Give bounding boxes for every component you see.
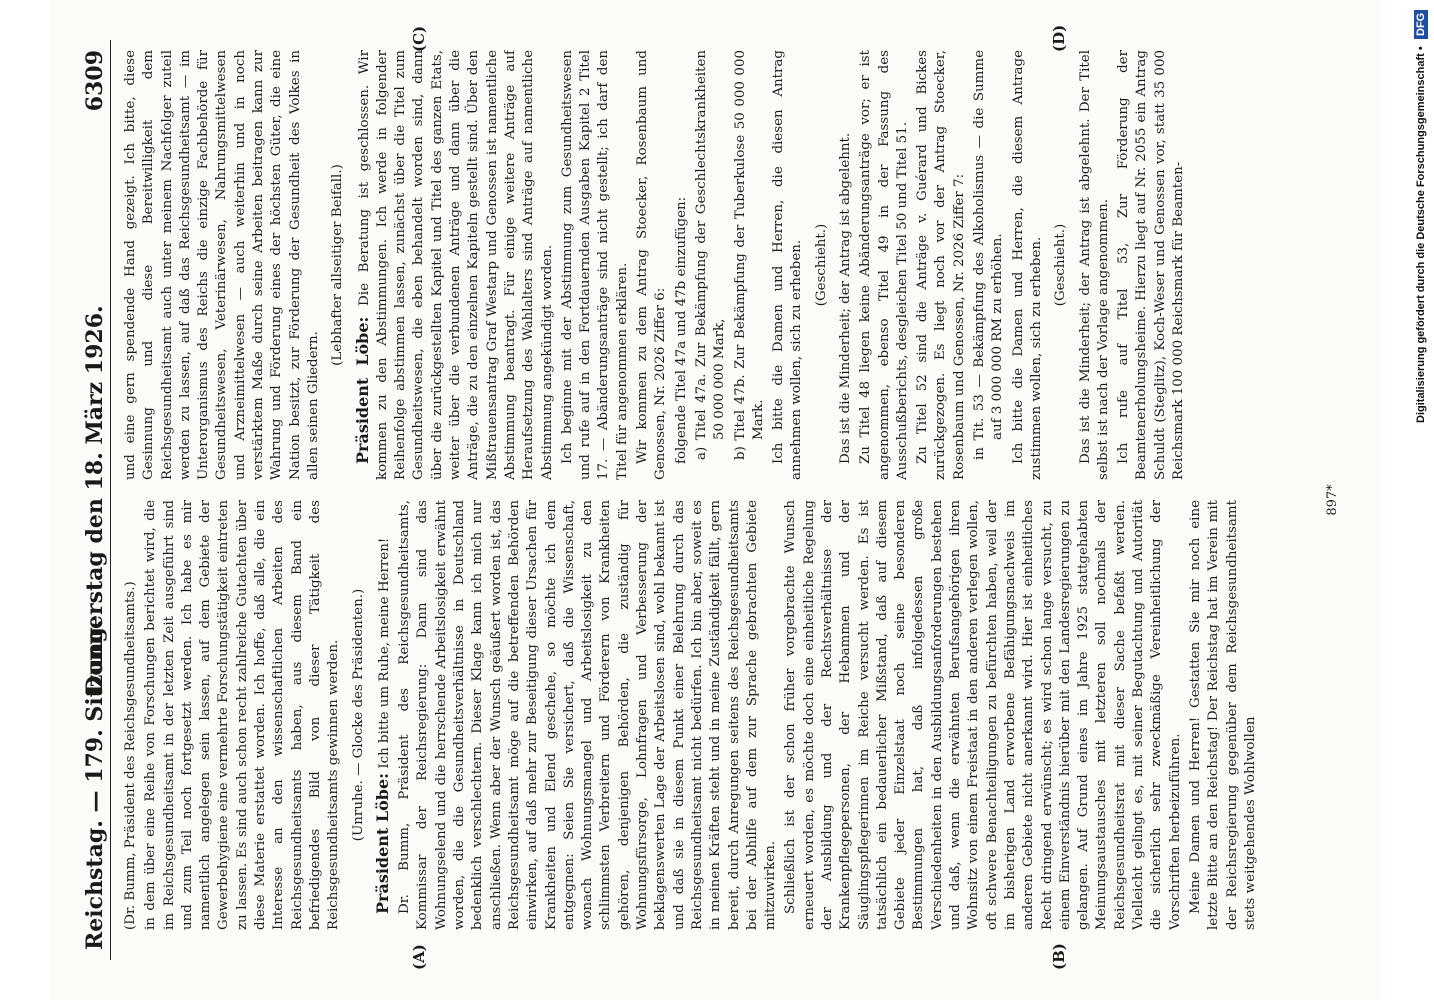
margin-marker-d: (D) xyxy=(1050,24,1068,52)
signature-mark: 897* xyxy=(1325,484,1340,516)
margin-marker-b: (B) xyxy=(1050,943,1068,970)
paragraph: folgende Titel 47a und 47b einzufügen: xyxy=(673,196,689,464)
page-header xyxy=(80,40,111,960)
page-number: 6309 xyxy=(82,50,108,112)
list-item: in Tit. 53 — Bekämpfung des Alkoholismus — die Summe auf 3 000 000 RM zu erhöhen. xyxy=(972,50,1006,460)
paragraph: Ich bitte die Damen und Herren, die diesen Antrag annehmen wollen, sich zu erheben. xyxy=(771,50,805,480)
speaker-name: Präsident Löbe: xyxy=(372,772,392,914)
paragraph xyxy=(354,50,557,480)
paragraph: Zu Titel 52 sind die Anträge v. Guérard und Bickes zurückgezogen. Es liegt noch vor der Antrag Stoecker, Rosenbaum und Genossen, Nr. 2026 Ziffer 7: xyxy=(915,50,967,480)
margin-marker-c: (C) xyxy=(410,25,428,52)
list-item: a) Titel 47a. Zur Bekämpfung der Geschlechtskrankheiten 50 000 000 Mark, xyxy=(693,50,728,460)
paragraph: in dem über eine Reihe von Forschungen berichtet wird, die im Reichsgesundheitsamt in der letzten Zeit ausgeführt sind und zum Teil noch fortgesetzt werden. Ich habe es mir namentlich angelegen sein lassen, auf dem Gebiete der Gewerbehygiene eine vermehrte Forschungstätigkeit eintreten zu lassen. Es sind auch schon recht zahlreiche Gutachten über diese Materie erstattet worden. Ich hoffe, daß alle, die ein Interesse an den wissenschaftlichen Arbeiten des Reichsgesundheitsamts haben, aus diesem Band ein befriedigendes Bild von dieser Tätigkeit des Reichsgesundheitsamts gewinnen werden. xyxy=(143,500,342,930)
stage-direction: (Geschieht.) xyxy=(813,223,829,307)
paragraph: Dr. Bumm, Präsident des Reichsgesundheitsamts, Kommissar der Reichsregierung: Dann sind das Wohnungselend und die herrschende Arbeitslosigkeit erwähnt worden, die die Gesundheitsverhältnisse in Deutschland bedenklich verschlechtern. Dieser Klage kann ich mich nur anschließen. Wenn aber der Wunsch geäußert worden ist, das Reichsgesundheitsamt möge auf die betreffenden Behörden einwirken, auf daß mehr zur Beseitigung dieser Ursachen für Krankheiten und Elend geschehe, so möchte ich dem entgegnen: Seien Sie versichert, daß die Wissenschaft, wonach Wohnungsmangel und Arbeitslosigkeit zu den schlimmsten Verbreitern und Förderern von Krankheiten gehören, denjenigen Behörden, die zuständig für Wohnungsfürsorge, Lohnfragen und Verbesserung der beklagenswerten Lage der Arbeitslosen sind, wohl bekannt ist und daß sie in diesem Punkt einer Belehrung durch das Reichsgesundheitsamt nicht bedürfen. Ich bin aber, soweit es in meinen Kräften steht und in meine Zuständigkeit fällt, gern bereit, durch Anregungen seitens des Reichsgesundheitsamts bei der Abhilfe auf dem zur Sprache gebrachten Gebiete mitzuwirken. xyxy=(397,500,779,930)
paragraph: Meine Damen und Herren! Gestatten Sie mir noch eine letzte Bitte an den Reichstag! Der Reichstag hat im Verein mit der Reichsregierung gegenüber dem Reichsgesundheitsamt stets weitgehendes Wohlwollen xyxy=(1187,500,1258,930)
paragraph: Zu Titel 48 liegen keine Abänderungsanträge vor; er ist angenommen, ebenso Titel 49 in der Fassung des Ausschußberichts, desgleichen Titel 50 und Titel 51. xyxy=(858,50,910,480)
stage-direction: (Unruhe. — Glocke des Präsidenten.) xyxy=(350,588,366,842)
paragraph: Ich rufe auf Titel 53, Zur Förderung der Beamtenerholungsheime. Hierzu liegt auf Nr. 2055 ein Antrag Schuldt (Steglitz), Koch-Weser und Genossen vor, statt 35 000 Reichsmark 100 000 Reichsmark für Beamten- xyxy=(1116,50,1187,480)
document-page xyxy=(50,0,1380,1000)
stage-direction: (Geschieht.) xyxy=(1053,223,1069,307)
paragraph: Wir kommen zu dem Antrag Stoecker, Rosenbaum und Genossen, Nr. 2026 Ziffer 6: xyxy=(635,50,669,480)
digitization-credit xyxy=(1414,10,1428,423)
paragraph: Das ist die Minderheit; der Antrag ist abgelehnt. Der Titel selbst ist nach der Vorlage angenommen. xyxy=(1077,50,1111,480)
paragraph: Das ist die Minderheit; der Antrag ist abgelehnt. xyxy=(837,132,853,464)
left-column xyxy=(122,500,1317,930)
paragraph: Schließlich ist der schon früher vorgebrachte Wunsch erneuert worden, es möchte doch eine einheitliche Regelung der Ausbildung und der Rechtsverhältnisse der Krankenpflegepersonen, der Hebammen und der Säuglingspflegerinnen im Reiche versucht werden. Es ist tatsächlich ein bedauerlicher Mißstand, daß auf diesem Gebiete jeder Einzelstaat noch seine besonderen Bestimmungen hat, daß infolgedessen große Verschiedenheiten in den Ausbildungsanforderungen bestehen und daß, wenn die erwähnten Berufsangehörigen ihren Wohnsitz von einem Freistaat in den anderen verlegen wollen, oft schwere Benachteiligungen zu befürchten haben, weil der im bisherigen Land erworbene Befähigungsnachweis im anderen Gebiete nicht anerkannt wird. Hier ist einheitliches Recht dringend erwünscht; es wird schon lange versucht, zu einem Einverständnis hierüber mit den Landesregierungen zu gelangen. Auf Grund eines im Jahre 1925 stattgehabten Meinungsaustausches mit letzteren soll nochmals der Reichsgesundheitsrat mit dieser Sache befaßt werden. Vielleicht gelingt es, mit seiner Begutachtung und Autorität die sicherlich sehr zweckmäßige Vereinheitlichung der Vorschriften herbeizuführen. xyxy=(783,500,1183,930)
speech-text: Die Beratung ist geschlossen. Wir kommen zu den Abstimmungen. Ich werde in folgender Reihenfolge abstimmen lassen, zunächst über die Titel zum Gesundheitswesen, die eben behandelt worden sind, dann über die zurückgestellten Kapitel und Titel des ganzen Etats, weiter über die verbundenen Anträge und dann über die Anträge, die zu den einzelnen Kapiteln gestellt sind. Über den Mißtrauensantrag Graf Westarp und Genossen ist namentliche Abstimmung beantragt. Für einige weitere Anträge auf Heraufsetzung des Wahlalters sind Anträge auf namentliche Abstimmung angekündigt worden. xyxy=(356,50,555,480)
header-date: Donnerstag den 18. März 1926. xyxy=(82,305,108,695)
paragraph: und eine gern spendende Hand gezeigt. Ich bitte, diese Gesinnung und diese Bereitwilligkeit dem Reichsgesundheitsamt auch unter meinem Nachfolger zuteil werden zu lassen, auf daß das Reichsgesundheitsamt — im Unterorganismus des Reichs die einzige Fachbehörde für Gesundheitswesen, Veterinärwesen, Nahrungsmittelwesen und Arzneimittelwesen — auch weiterhin und in noch verstärktem Maße durch seine Arbeiten beitragen kann zur Wahrung und Förderung eines der höchsten Güter, die eine Nation besitzt, zur Förderung der Gesundheit des Volkes in allen seinen Gliedern. xyxy=(123,50,321,480)
right-column xyxy=(122,50,1317,480)
speech-text: Ich bitte um Ruhe, meine Herren! xyxy=(376,537,392,769)
paragraph: Ich beginne mit der Abstimmung zum Gesundheitswesen und rufe auf in den Fortdauernden Ausgaben Kapitel 2 Titel 17. — Abänderungsanträge sind nicht gestellt; ich darf den Titel für angenommen erklären. xyxy=(559,50,630,480)
credit-text: Digitalisierung gefördert durch die Deutsche Forschungsgemeinschaft • xyxy=(1415,46,1427,423)
dfg-logo: DFG xyxy=(1414,10,1428,39)
margin-marker-a: (A) xyxy=(410,944,428,970)
list-item: b) Titel 47b. Zur Bekämpfung der Tuberkulose 50 000 000 Mark. xyxy=(732,50,766,460)
stage-direction: (Lebhafter allseitiger Beifall.) xyxy=(330,164,346,366)
speaker-name: Präsident Löbe: xyxy=(352,316,372,464)
paragraph xyxy=(374,500,394,930)
header-left: Reichstag. — 179. Sitzung. xyxy=(82,619,108,950)
paragraph: Ich bitte die Damen und Herren, die diesem Antrage zustimmen wollen, sich zu erheben. xyxy=(1010,50,1044,480)
paragraph: (Dr. Bumm, Präsident des Reichsgesundheitsamts.) xyxy=(123,581,138,930)
